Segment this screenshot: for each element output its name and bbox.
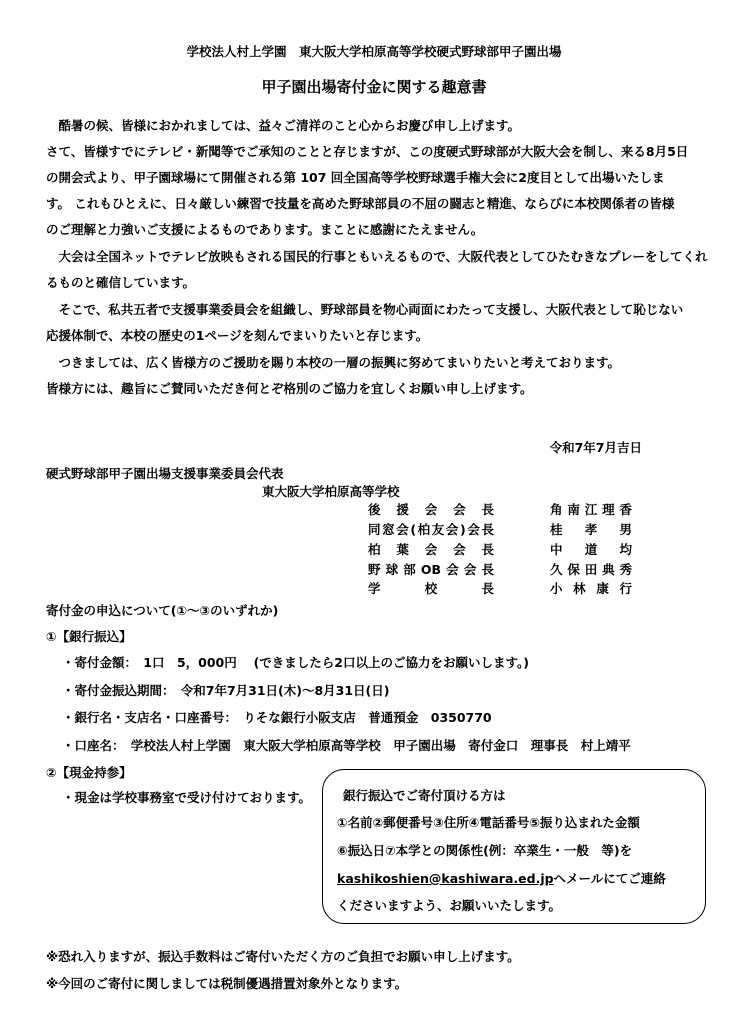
issue-date: 令和7年7月吉日 [549,440,642,455]
body-line: す。 これもひとえに、日々厳しい練習で技量を高めた野球部員の不屈の闘志と精進、ならびに本校関係者の皆様 [46,196,675,211]
officer-title: 柏葉会会長 [368,542,494,557]
transfer-period: ・寄付金振込期間： 令和7年7月31日(木)～8月31日(日) [62,683,390,698]
note-line: ①名前②郵便番号③住所④電話番号⑤振り込まれた金額 [337,815,640,830]
body-line: 応援体制で、本校の歴史の1ページを刻んでまいりたいと存じます。 [46,328,429,343]
cash-note: ・現金は学校事務室で受け付けております。 [62,790,312,805]
body-line: 酷暑の候、皆様におかれましては、益々ご清祥のこと心からお慶び申し上げます。 [46,118,521,133]
body-line: さて、皆様すでにテレビ・新聞等でご承知のことと存じますが、この度硬式野球部が大阪大会を制し、来る8月5日 [46,144,689,159]
application-heading: 寄付金の申込について(①～③のいずれか) [46,603,279,618]
donation-amount: ・寄付金額： 1口 5，000円 (できましたら2口以上のご協力をお願いします。) [62,655,529,670]
note-line-email [337,871,666,886]
cash-heading: ②【現金持参】 [46,765,132,780]
body-line: そこで、私共五者で支援事業委員会を組織し、野球部員を物心両面にわたって支援し、大阪代表として恥じない [46,302,684,317]
officer-title: 後援会会長 [368,502,494,517]
body-line: 大会は全国ネットでテレビ放映もされる国民的行事ともいえるもので、大阪代表としてひたむきなプレーをしてくれ [46,249,708,264]
officer-name: 小林康行 [550,581,632,596]
note-line: くださいますよう、お願いいたします。 [337,898,562,913]
body-line: るものと確信しています。 [46,275,196,290]
footnote-fee: ※恐れ入りますが、振込手数料はご寄付いただく方のご負担でお願い申し上げます。 [46,949,520,964]
officer-title: 同窓会(柏友会)会長 [368,522,494,537]
officer-name: 久保田典秀 [550,562,632,577]
officer-title: 学校長 [368,581,494,596]
officer-name: 桂孝男 [550,522,632,537]
officer-title: 野球部OB会会長 [368,562,494,577]
footnote-tax: ※今回のご寄付に関しましては税制優遇措置対象外となります。 [46,976,408,991]
bank-account-info: ・銀行名・支店名・口座番号： りそな銀行小阪支店 普通預金 0350770 [62,710,492,725]
note-line: ⑥振込日⑦本学との関係性(例：卒業生・一般 等)を [337,843,633,858]
officer-name: 角南江理香 [550,502,632,517]
officer-name: 中道均 [550,542,632,557]
body-line: のご理解と力強いご支援によるものであります。まことに感謝にたえません。 [46,222,484,237]
header-organization-line: 学校法人村上学園 東大阪大学柏原高等学校硬式野球部甲子園出場 [186,44,562,59]
body-line: つきましては、広く皆様方のご援助を賜り本校の一層の振興に努めてまいりたいと考えております。 [46,355,621,370]
body-line: 皆様方には、趣旨にご賛同いただき何とぞ格別のご協力を宜しくお願い申し上げます。 [46,381,533,396]
bank-transfer-heading: ①【銀行振込】 [46,629,132,644]
representatives-label: 硬式野球部甲子園出場支援事業委員会代表 [46,466,284,481]
note-line: 銀行振込でご寄付頂ける方は [343,788,506,803]
body-line: の開会式より、甲子園球場にて開催される第 107 回全国高等学校野球選手権大会に2度目として出場いたしま [46,170,665,185]
bank-contact-note-box [322,769,706,924]
contact-email[interactable]: kashikoshien@kashiwara.ed.jp [337,871,554,886]
document-title: 甲子園出場寄付金に関する趣意書 [261,78,487,96]
school-name: 東大阪大学柏原高等学校 [262,484,400,499]
account-name: ・口座名： 学校法人村上学園 東大阪大学柏原高等学校 甲子園出場 寄付金口 理事長 村上靖平 [62,738,631,753]
email-suffix: へメールにてご連絡 [553,871,666,886]
